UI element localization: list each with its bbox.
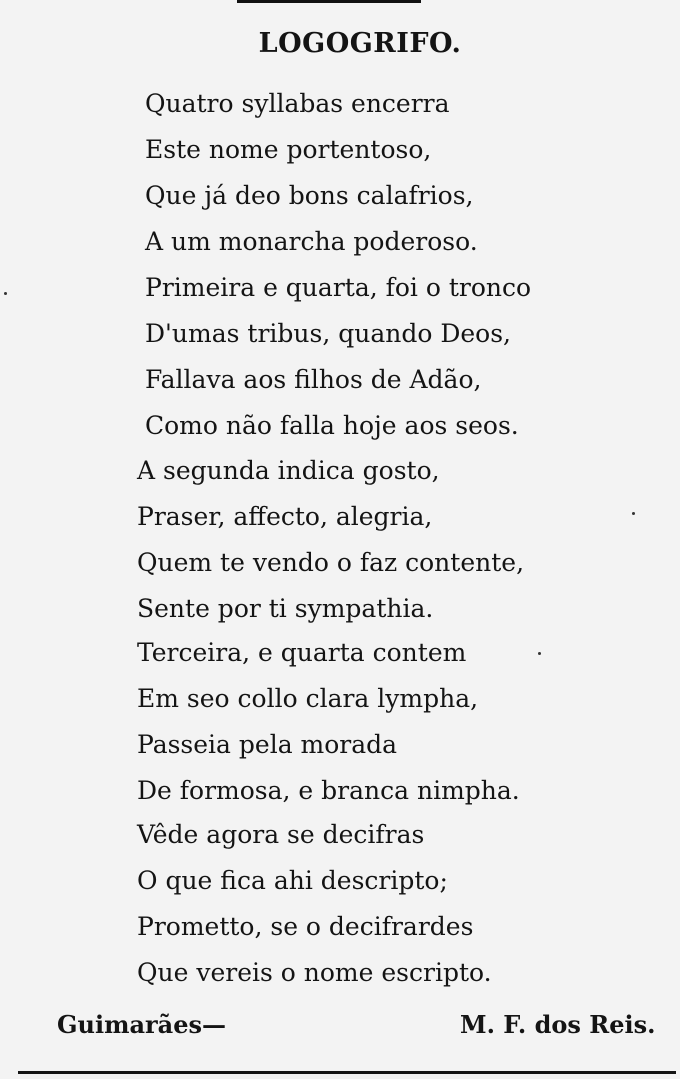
poem-line: Prometto, se o decifrardes: [137, 912, 474, 941]
footer-place: Guimarães—: [57, 1010, 226, 1039]
footer-author: M. F. dos Reis.: [460, 1010, 656, 1039]
scan-speck: [632, 512, 635, 515]
poem-line: Terceira, e quarta contem: [137, 638, 467, 667]
poem-line: Sente por ti sympathia.: [137, 594, 434, 623]
poem-line: Que já deo bons calafrios,: [145, 181, 474, 210]
poem-line: A segunda indica gosto,: [137, 456, 440, 485]
scan-speck: [4, 292, 7, 295]
poem-line: Que vereis o nome escripto.: [137, 958, 492, 987]
poem-line: Quatro syllabas encerra: [145, 89, 450, 118]
poem-line: O que fica ahi descripto;: [137, 866, 448, 895]
poem-line: Fallava aos filhos de Adão,: [145, 365, 482, 394]
scan-speck: [538, 652, 541, 655]
poem-line: Quem te vendo o faz contente,: [137, 548, 525, 577]
stanza-4: [137, 630, 520, 814]
poem-line: Praser, affecto, alegria,: [137, 502, 433, 531]
poem-line: De formosa, e branca nimpha.: [137, 776, 520, 805]
poem-line: D'umas tribus, quando Deos,: [145, 319, 512, 348]
poem-line: Em seo collo clara lympha,: [137, 684, 479, 713]
stanza-2: [145, 265, 531, 449]
poem-line: Como não falla hoje aos seos.: [145, 411, 519, 440]
poem-line: A um monarcha poderoso.: [145, 227, 478, 256]
poem-line: Primeira e quarta, foi o tronco: [145, 273, 532, 302]
poem-line: Passeia pela morada: [137, 730, 398, 759]
bottom-rule: [18, 1071, 676, 1074]
poem-title: LOGOGRIFO.: [258, 28, 462, 59]
poem-line: Este nome portentoso,: [145, 135, 432, 164]
stanza-5: [137, 812, 492, 996]
top-rule: [237, 0, 421, 3]
poem-line: Vêde agora se decifras: [137, 820, 425, 849]
stanza-1: [145, 81, 478, 265]
stanza-3: [137, 448, 524, 632]
